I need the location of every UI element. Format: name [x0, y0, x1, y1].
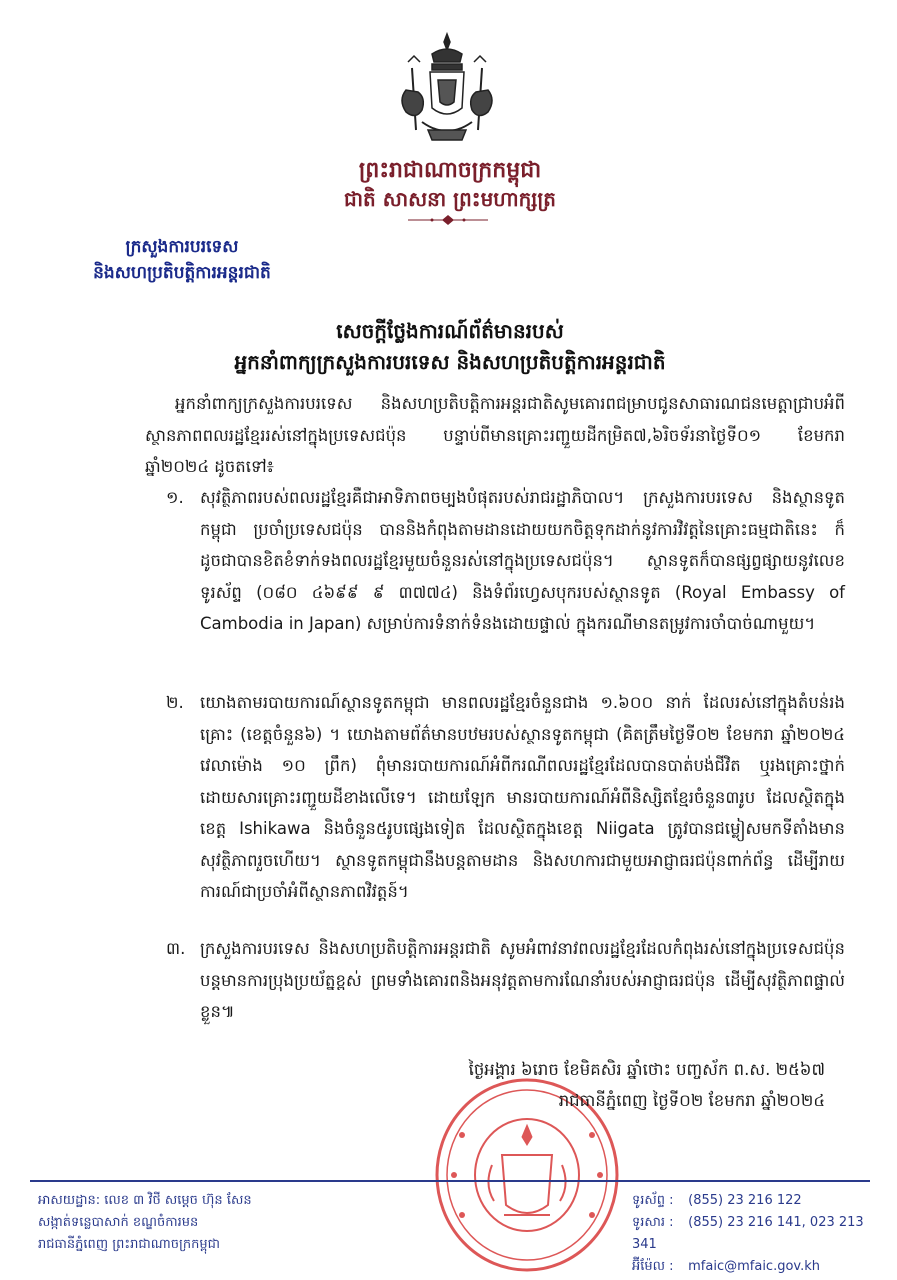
- address-line: សង្កាត់ទន្លេបាសាក់ ខណ្ឌចំការមន: [38, 1215, 199, 1230]
- list-item: [166, 687, 845, 908]
- list-item-text: ក្រសួងការបរទេស និងសហប្រតិបត្តិការអន្តរជាតិ សូមអំពាវនាវពលរដ្ឋខ្មែរដែលកំពុងរស់នៅក្នុងប្រទេសជប៉ុន បន្តមានការប្រុងប្រយ័ត្នខ្ពស់ ព្រមទាំងគោរពនិងអនុវត្តតាមការណែនាំរបស់អាជ្ញាធរជប៉ុន ដើម្បីសុវត្ថិភាពផ្ទាល់ខ្លួន៕: [200, 939, 845, 1021]
- list-item: [166, 933, 845, 1028]
- phone-number: (855) 23 216 122: [688, 1193, 802, 1208]
- footer-contact: [632, 1190, 872, 1278]
- email-label: អ៊ីម៉ែល :: [632, 1259, 674, 1274]
- fax-label: ទូរសារ :: [632, 1215, 674, 1230]
- phone-row: [632, 1190, 872, 1212]
- ornament-divider-icon: [398, 214, 498, 226]
- national-motto: ជាតិ សាសនា ព្រះមហាក្សត្រ: [344, 187, 556, 211]
- email-row: [632, 1256, 872, 1278]
- list-item-text: យោងតាមរបាយការណ៍ស្ថានទូតកម្ពុជា មានពលរដ្ឋខ្មែរចំនួនជាង ១.៦០០ នាក់ ដែលរស់នៅក្នុងតំបន់រងគ្រោះ (ខេត្តចំនួន៦) ។ យោងតាមព័ត៌មានបឋមរបស់ស្ថានទូតកម្ពុជា (គិតត្រឹមថ្ងៃទី០២ ខែមករា ឆ្នាំ២០២៤ វេលាម៉ោង ១០ ព្រឹក) ពុំមានរបាយការណ៍អំពីករណីពលរដ្ឋខ្មែរដែលបានបាត់បង់ជីវិត ឬរងគ្រោះថ្នាក់ ដោយសារគ្រោះរញ្ជួយដីខាងលើទេ។ ដោយឡែក មានរបាយការណ៍អំពីនិស្សិតខ្មែរចំនួន៣រូប ដែលស្ថិតក្នុងខេត្ត Ishikawa និងចំនួន៥រូបផ្សេងទៀត ដែលស្ថិតក្នុងខេត្ត Niigata ត្រូវបានជម្លៀសមកទីតាំងមានសុវត្ថិភាពរួចហើយ។ ស្ថានទូតកម្ពុជានឹងបន្តតាមដាន និងសហការជាមួយអាជ្ញាធរជប៉ុនពាក់ព័ន្ធ ដើម្បីរាយការណ៍ជាប្រចាំអំពីស្ថានភាពវិវត្តន៍។: [200, 693, 845, 901]
- list-item-text: សុវត្ថិភាពរបស់ពលរដ្ឋខ្មែរគឺជាអាទិភាពចម្បងបំផុតរបស់រាជរដ្ឋាភិបាល។ ក្រសួងការបរទេស និងស្ថានទូតកម្ពុជា ប្រចាំប្រទេសជប៉ុន បាននិងកំពុងតាមដានដោយយកចិត្តទុកដាក់នូវការវិវត្តនៃគ្រោះធម្មជាតិនេះ ក៏ដូចជាបានខិតខំទាក់ទងពលរដ្ឋខ្មែរមួយចំនួនរស់នៅក្នុងប្រទេសជប៉ុន។ ស្ថានទូតក៏បានផ្សព្វផ្សាយនូវលេខទូរស័ព្ទ (០៨០ ៤៦៩៩ ៩ ៣៧៧៤) និងទំព័រហ្វេសបុករបស់ស្ថានទូត (Royal Embassy of Cambodia in Japan) សម្រាប់ការទំនាក់ទំនងដោយផ្ទាល់ ក្នុងករណីមានតម្រូវការចាំបាច់ណាមួយ។: [200, 488, 845, 633]
- ministry-subname: និងសហប្រតិបត្តិការអន្តរជាតិ: [93, 263, 271, 283]
- list-item-number: ១.: [166, 488, 184, 507]
- fax-row: [632, 1212, 872, 1256]
- address-line: អាសយដ្ឋាន: លេខ ៣ វិថី សម្តេច ហ៊ុន សែន: [38, 1193, 252, 1208]
- list-item-number: ២.: [166, 693, 184, 712]
- phone-label: ទូរស័ព្ទ :: [632, 1193, 674, 1208]
- fax-number: (855) 23 216 141, 023 213 341: [632, 1215, 864, 1252]
- statement-title: សេចក្តីថ្លែងការណ៍ព័ត៌មានរបស់: [336, 319, 564, 343]
- email-link[interactable]: mfaic@mfaic.gov.kh: [688, 1259, 820, 1274]
- lunar-date: ថ្ងៃអង្គារ ៦រោច ខែមិគសិរ ឆ្នាំថោះ បញ្ចស័ក ព.ស. ២៥៦៧: [468, 1060, 825, 1079]
- solar-date: រាជធានីភ្នំពេញ ថ្ងៃទី០២ ខែមករា ឆ្នាំ២០២៤: [558, 1091, 825, 1110]
- list-item: [166, 482, 845, 640]
- list-item-number: ៣.: [166, 939, 186, 958]
- footer-divider: [30, 1180, 870, 1182]
- address-line: រាជធានីភ្នំពេញ ព្រះរាជាណាចក្រកម្ពុជា: [38, 1237, 220, 1252]
- intro-paragraph: អ្នកនាំពាក្យក្រសួងការបរទេស និងសហប្រតិបត្តិការអន្តរជាតិសូមគោរពជម្រាបជូនសាធារណជនមេត្តាជ្រាបអំពីស្ថានភាពពលរដ្ឋខ្មែររស់នៅក្នុងប្រទេសជប៉ុន បន្ទាប់ពីមានគ្រោះរញ្ជួយដីកម្រិត៧,៦រិចទ័រនាថ្ងៃទី០១ ខែមករា ឆ្នាំ២០២៤ ដូចតទៅ៖: [145, 394, 845, 476]
- footer-address: [38, 1190, 458, 1256]
- statement-subtitle: អ្នកនាំពាក្យក្រសួងការបរទេស និងសហប្រតិបត្តិការអន្តរជាតិ: [234, 350, 666, 374]
- ministry-name: ក្រសួងការបរទេស: [125, 237, 239, 257]
- kingdom-title: ព្រះរាជាណាចក្រកម្ពុជា: [358, 157, 542, 183]
- royal-arms-emblem-icon: [392, 30, 502, 148]
